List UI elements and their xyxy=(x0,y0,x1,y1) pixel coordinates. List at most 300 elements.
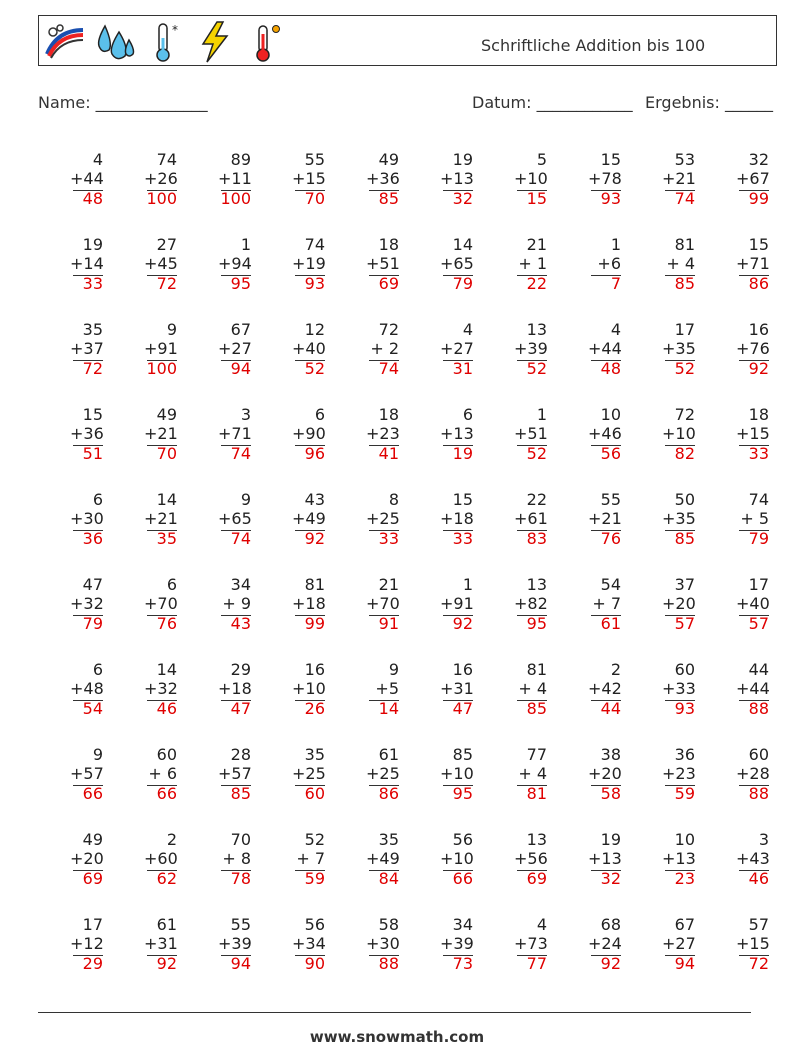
addend-top: 13 xyxy=(526,320,547,339)
addend-top: 27 xyxy=(156,235,177,254)
result-field: Ergebnis: ______ xyxy=(645,93,773,112)
addend-top: 4 xyxy=(536,915,547,934)
addend-top: 28 xyxy=(230,745,251,764)
addend-bottom: + 7 xyxy=(592,594,621,613)
addition-problem xyxy=(112,490,186,575)
problem-row xyxy=(38,320,778,405)
addend-bottom: +37 xyxy=(70,339,104,358)
addend-bottom: +49 xyxy=(366,849,400,868)
answer: 92 xyxy=(304,529,325,548)
answer: 74 xyxy=(230,529,251,548)
addition-problem xyxy=(482,490,556,575)
addition-problem xyxy=(38,405,112,490)
addend-top: 4 xyxy=(92,150,103,169)
addend-bottom: +25 xyxy=(366,764,400,783)
answer: 19 xyxy=(452,444,473,463)
water-drops-icon xyxy=(93,20,137,64)
addend-bottom: +20 xyxy=(70,849,104,868)
addend-top: 14 xyxy=(452,235,473,254)
addend-bottom: +6 xyxy=(597,254,621,273)
answer: 93 xyxy=(674,699,695,718)
answer: 58 xyxy=(600,784,621,803)
answer: 69 xyxy=(378,274,399,293)
addend-bottom: +40 xyxy=(736,594,770,613)
addend-bottom: +31 xyxy=(440,679,474,698)
addend-top: 49 xyxy=(82,830,103,849)
answer: 74 xyxy=(674,189,695,208)
addend-bottom: + 5 xyxy=(740,509,769,528)
addend-top: 2 xyxy=(610,660,621,679)
problem-row xyxy=(38,405,778,490)
addition-problem xyxy=(556,150,630,235)
answer: 69 xyxy=(526,869,547,888)
addend-bottom: +48 xyxy=(70,679,104,698)
addition-problem xyxy=(186,830,260,915)
answer: 85 xyxy=(674,529,695,548)
addend-top: 49 xyxy=(156,405,177,424)
addition-problem xyxy=(334,235,408,320)
answer: 92 xyxy=(748,359,769,378)
addition-problem xyxy=(408,830,482,915)
addition-problem xyxy=(334,150,408,235)
addend-top: 1 xyxy=(536,405,547,424)
answer: 46 xyxy=(748,869,769,888)
addend-bottom: +70 xyxy=(366,594,400,613)
addend-bottom: +45 xyxy=(144,254,178,273)
answer: 54 xyxy=(82,699,103,718)
addition-problem xyxy=(630,150,704,235)
answer: 92 xyxy=(156,954,177,973)
addition-problem xyxy=(482,320,556,405)
addend-bottom: +18 xyxy=(440,509,474,528)
answer: 76 xyxy=(600,529,621,548)
addend-top: 36 xyxy=(674,745,695,764)
addition-problem xyxy=(186,320,260,405)
addend-top: 56 xyxy=(452,830,473,849)
header-box xyxy=(38,15,777,66)
addend-bottom: +91 xyxy=(144,339,178,358)
addend-top: 6 xyxy=(92,490,103,509)
addend-top: 1 xyxy=(610,235,621,254)
addition-problem xyxy=(556,575,630,660)
addition-problem xyxy=(704,915,778,1000)
answer: 52 xyxy=(526,444,547,463)
addend-top: 37 xyxy=(674,575,695,594)
addend-bottom: +13 xyxy=(588,849,622,868)
problem-row xyxy=(38,660,778,745)
addition-problem xyxy=(38,490,112,575)
addend-top: 14 xyxy=(156,490,177,509)
addition-problem xyxy=(260,235,334,320)
addend-bottom: +91 xyxy=(440,594,474,613)
addition-problem xyxy=(38,660,112,745)
worksheet-title: Schriftliche Addition bis 100 xyxy=(481,36,706,55)
addition-problem xyxy=(112,830,186,915)
footer-divider xyxy=(38,1012,751,1013)
addend-bottom: +56 xyxy=(514,849,548,868)
addend-bottom: +43 xyxy=(736,849,770,868)
addition-problem xyxy=(556,745,630,830)
answer: 70 xyxy=(156,444,177,463)
addend-top: 3 xyxy=(240,405,251,424)
answer: 36 xyxy=(82,529,103,548)
answer: 33 xyxy=(452,529,473,548)
addend-top: 16 xyxy=(452,660,473,679)
addend-top: 16 xyxy=(304,660,325,679)
addend-top: 34 xyxy=(452,915,473,934)
answer: 90 xyxy=(304,954,325,973)
addend-top: 6 xyxy=(462,405,473,424)
addend-top: 43 xyxy=(304,490,325,509)
addition-problem xyxy=(186,490,260,575)
addend-bottom: +73 xyxy=(514,934,548,953)
addend-bottom: +12 xyxy=(70,934,104,953)
answer: 59 xyxy=(674,784,695,803)
answer: 44 xyxy=(600,699,621,718)
addition-problem xyxy=(38,915,112,1000)
addend-bottom: + 1 xyxy=(518,254,547,273)
answer: 100 xyxy=(146,189,177,208)
addend-bottom: +94 xyxy=(218,254,252,273)
answer: 92 xyxy=(452,614,473,633)
addend-top: 1 xyxy=(462,575,473,594)
addend-bottom: + 8 xyxy=(222,849,251,868)
addend-bottom: + 4 xyxy=(666,254,695,273)
addend-top: 21 xyxy=(526,235,547,254)
addition-problem xyxy=(556,830,630,915)
answer: 70 xyxy=(304,189,325,208)
answer: 81 xyxy=(526,784,547,803)
addition-problem xyxy=(334,915,408,1000)
addend-bottom: +27 xyxy=(218,339,252,358)
addend-bottom: +10 xyxy=(440,849,474,868)
addend-bottom: +78 xyxy=(588,169,622,188)
addition-problem xyxy=(630,830,704,915)
addition-problem xyxy=(334,490,408,575)
answer: 74 xyxy=(230,444,251,463)
addition-problem xyxy=(260,830,334,915)
answer: 72 xyxy=(82,359,103,378)
problem-row xyxy=(38,830,778,915)
answer: 32 xyxy=(452,189,473,208)
answer: 66 xyxy=(156,784,177,803)
addend-top: 60 xyxy=(748,745,769,764)
addition-problem xyxy=(408,150,482,235)
answer: 92 xyxy=(600,954,621,973)
addition-problem xyxy=(408,575,482,660)
answer: 85 xyxy=(230,784,251,803)
addend-top: 15 xyxy=(452,490,473,509)
addend-bottom: +28 xyxy=(736,764,770,783)
addend-bottom: +21 xyxy=(588,509,622,528)
answer: 46 xyxy=(156,699,177,718)
addition-problem xyxy=(704,150,778,235)
addition-problem xyxy=(112,405,186,490)
addend-top: 55 xyxy=(230,915,251,934)
answer: 62 xyxy=(156,869,177,888)
addend-top: 14 xyxy=(156,660,177,679)
answer: 26 xyxy=(304,699,325,718)
addend-top: 57 xyxy=(748,915,769,934)
addend-top: 18 xyxy=(378,235,399,254)
addend-top: 21 xyxy=(378,575,399,594)
answer: 23 xyxy=(674,869,695,888)
problem-row xyxy=(38,745,778,830)
answer: 93 xyxy=(304,274,325,293)
addend-top: 13 xyxy=(526,575,547,594)
answer: 83 xyxy=(526,529,547,548)
addend-bottom: +44 xyxy=(70,169,104,188)
addend-bottom: +71 xyxy=(218,424,252,443)
addend-top: 18 xyxy=(378,405,399,424)
problem-row xyxy=(38,150,778,235)
answer: 33 xyxy=(378,529,399,548)
lightning-icon xyxy=(193,20,237,64)
addend-top: 19 xyxy=(82,235,103,254)
addition-problem xyxy=(38,575,112,660)
addend-top: 9 xyxy=(166,320,177,339)
addition-problem xyxy=(408,915,482,1000)
addend-top: 1 xyxy=(240,235,251,254)
answer: 99 xyxy=(748,189,769,208)
svg-text:*: * xyxy=(172,23,178,37)
addend-top: 61 xyxy=(378,745,399,764)
answer: 48 xyxy=(600,359,621,378)
answer: 66 xyxy=(452,869,473,888)
addition-problem xyxy=(38,150,112,235)
addend-bottom: +13 xyxy=(440,424,474,443)
addend-top: 77 xyxy=(526,745,547,764)
problem-row xyxy=(38,490,778,575)
addition-problem xyxy=(186,745,260,830)
addend-top: 44 xyxy=(748,660,769,679)
addend-bottom: +71 xyxy=(736,254,770,273)
addend-bottom: +61 xyxy=(514,509,548,528)
name-field: Name: ______________ xyxy=(38,93,208,112)
answer: 79 xyxy=(82,614,103,633)
addend-bottom: +60 xyxy=(144,849,178,868)
answer: 35 xyxy=(156,529,177,548)
date-field: Datum: ____________ xyxy=(472,93,633,112)
addend-bottom: +39 xyxy=(218,934,252,953)
addend-top: 9 xyxy=(388,660,399,679)
answer: 76 xyxy=(156,614,177,633)
answer: 72 xyxy=(156,274,177,293)
answer: 95 xyxy=(452,784,473,803)
addend-bottom: +31 xyxy=(144,934,178,953)
addend-bottom: +23 xyxy=(366,424,400,443)
addend-top: 10 xyxy=(674,830,695,849)
addend-bottom: +36 xyxy=(366,169,400,188)
addend-bottom: +18 xyxy=(292,594,326,613)
addend-bottom: +20 xyxy=(588,764,622,783)
addend-bottom: +49 xyxy=(292,509,326,528)
addend-bottom: +33 xyxy=(662,679,696,698)
addend-bottom: +25 xyxy=(292,764,326,783)
addend-bottom: +46 xyxy=(588,424,622,443)
addend-top: 74 xyxy=(156,150,177,169)
answer: 15 xyxy=(526,189,547,208)
answer: 100 xyxy=(220,189,251,208)
addend-top: 22 xyxy=(526,490,547,509)
addition-problem xyxy=(556,320,630,405)
addition-problem xyxy=(704,830,778,915)
addend-top: 2 xyxy=(166,830,177,849)
answer: 100 xyxy=(146,359,177,378)
answer: 51 xyxy=(82,444,103,463)
answer: 61 xyxy=(600,614,621,633)
addend-bottom: + 6 xyxy=(148,764,177,783)
addition-problem xyxy=(334,575,408,660)
addition-problem xyxy=(260,575,334,660)
addend-bottom: +21 xyxy=(144,509,178,528)
addend-top: 32 xyxy=(748,150,769,169)
answer: 43 xyxy=(230,614,251,633)
addend-bottom: +57 xyxy=(70,764,104,783)
addition-problem xyxy=(186,915,260,1000)
addition-problem xyxy=(38,320,112,405)
addend-bottom: +30 xyxy=(70,509,104,528)
addend-bottom: +35 xyxy=(662,509,696,528)
addition-problem xyxy=(260,915,334,1000)
addend-bottom: +13 xyxy=(440,169,474,188)
addition-problem xyxy=(38,745,112,830)
addend-top: 8 xyxy=(388,490,399,509)
addend-bottom: +27 xyxy=(440,339,474,358)
addition-problem xyxy=(704,490,778,575)
addition-problem xyxy=(260,660,334,745)
addition-problem xyxy=(556,660,630,745)
addend-bottom: + 4 xyxy=(518,679,547,698)
addition-problem xyxy=(704,235,778,320)
addend-top: 9 xyxy=(92,745,103,764)
addend-top: 60 xyxy=(156,745,177,764)
answer: 57 xyxy=(748,614,769,633)
answer: 79 xyxy=(748,529,769,548)
addition-problem xyxy=(112,320,186,405)
answer: 88 xyxy=(748,784,769,803)
answer: 14 xyxy=(378,699,399,718)
answer: 94 xyxy=(230,359,251,378)
addend-top: 15 xyxy=(748,235,769,254)
addition-problem xyxy=(482,575,556,660)
addend-top: 38 xyxy=(600,745,621,764)
addend-top: 52 xyxy=(304,830,325,849)
addend-top: 74 xyxy=(304,235,325,254)
addend-top: 81 xyxy=(674,235,695,254)
answer: 73 xyxy=(452,954,473,973)
addition-problem xyxy=(482,660,556,745)
addend-top: 29 xyxy=(230,660,251,679)
addend-bottom: +26 xyxy=(144,169,178,188)
addend-bottom: +51 xyxy=(366,254,400,273)
addend-top: 17 xyxy=(748,575,769,594)
answer: 52 xyxy=(304,359,325,378)
addend-bottom: +35 xyxy=(662,339,696,358)
addition-problem xyxy=(704,575,778,660)
addend-bottom: +24 xyxy=(588,934,622,953)
addition-problem xyxy=(186,150,260,235)
addend-bottom: +34 xyxy=(292,934,326,953)
answer: 86 xyxy=(748,274,769,293)
addition-problem xyxy=(408,235,482,320)
addition-problem xyxy=(334,405,408,490)
addend-top: 19 xyxy=(600,830,621,849)
addition-problem xyxy=(556,405,630,490)
addend-bottom: +65 xyxy=(218,509,252,528)
addition-problem xyxy=(482,235,556,320)
answer: 22 xyxy=(526,274,547,293)
answer: 85 xyxy=(378,189,399,208)
addition-problem xyxy=(408,745,482,830)
addition-problem xyxy=(408,660,482,745)
addend-bottom: +10 xyxy=(662,424,696,443)
addend-bottom: +19 xyxy=(292,254,326,273)
addend-top: 10 xyxy=(600,405,621,424)
addend-bottom: +10 xyxy=(292,679,326,698)
addend-top: 47 xyxy=(82,575,103,594)
addend-bottom: +21 xyxy=(662,169,696,188)
answer: 86 xyxy=(378,784,399,803)
addition-problem xyxy=(334,320,408,405)
addend-top: 17 xyxy=(674,320,695,339)
addition-problem xyxy=(556,235,630,320)
addition-problem xyxy=(704,660,778,745)
answer: 47 xyxy=(230,699,251,718)
addend-bottom: +23 xyxy=(662,764,696,783)
addend-bottom: +44 xyxy=(736,679,770,698)
addend-bottom: + 2 xyxy=(370,339,399,358)
addend-bottom: +39 xyxy=(514,339,548,358)
answer: 59 xyxy=(304,869,325,888)
addend-top: 35 xyxy=(378,830,399,849)
addend-top: 19 xyxy=(452,150,473,169)
addition-problem xyxy=(186,660,260,745)
addend-bottom: +32 xyxy=(144,679,178,698)
addend-bottom: +39 xyxy=(440,934,474,953)
answer: 72 xyxy=(748,954,769,973)
problem-row xyxy=(38,575,778,660)
addend-bottom: +36 xyxy=(70,424,104,443)
addend-top: 15 xyxy=(600,150,621,169)
answer: 85 xyxy=(674,274,695,293)
addition-problem xyxy=(112,660,186,745)
addend-top: 9 xyxy=(240,490,251,509)
addition-problem xyxy=(482,150,556,235)
addend-top: 67 xyxy=(230,320,251,339)
addend-bottom: +57 xyxy=(218,764,252,783)
addend-top: 17 xyxy=(82,915,103,934)
answer: 85 xyxy=(526,699,547,718)
addition-problem xyxy=(260,490,334,575)
addend-top: 12 xyxy=(304,320,325,339)
answer: 47 xyxy=(452,699,473,718)
addend-bottom: +21 xyxy=(144,424,178,443)
answer: 60 xyxy=(304,784,325,803)
answer: 91 xyxy=(378,614,399,633)
addition-problem xyxy=(630,320,704,405)
addend-bottom: +15 xyxy=(736,934,770,953)
addend-top: 18 xyxy=(748,405,769,424)
addend-top: 4 xyxy=(610,320,621,339)
answer: 48 xyxy=(82,189,103,208)
addend-top: 56 xyxy=(304,915,325,934)
answer: 41 xyxy=(378,444,399,463)
addend-top: 6 xyxy=(166,575,177,594)
addition-problem xyxy=(186,405,260,490)
addend-top: 54 xyxy=(600,575,621,594)
addend-bottom: +44 xyxy=(588,339,622,358)
